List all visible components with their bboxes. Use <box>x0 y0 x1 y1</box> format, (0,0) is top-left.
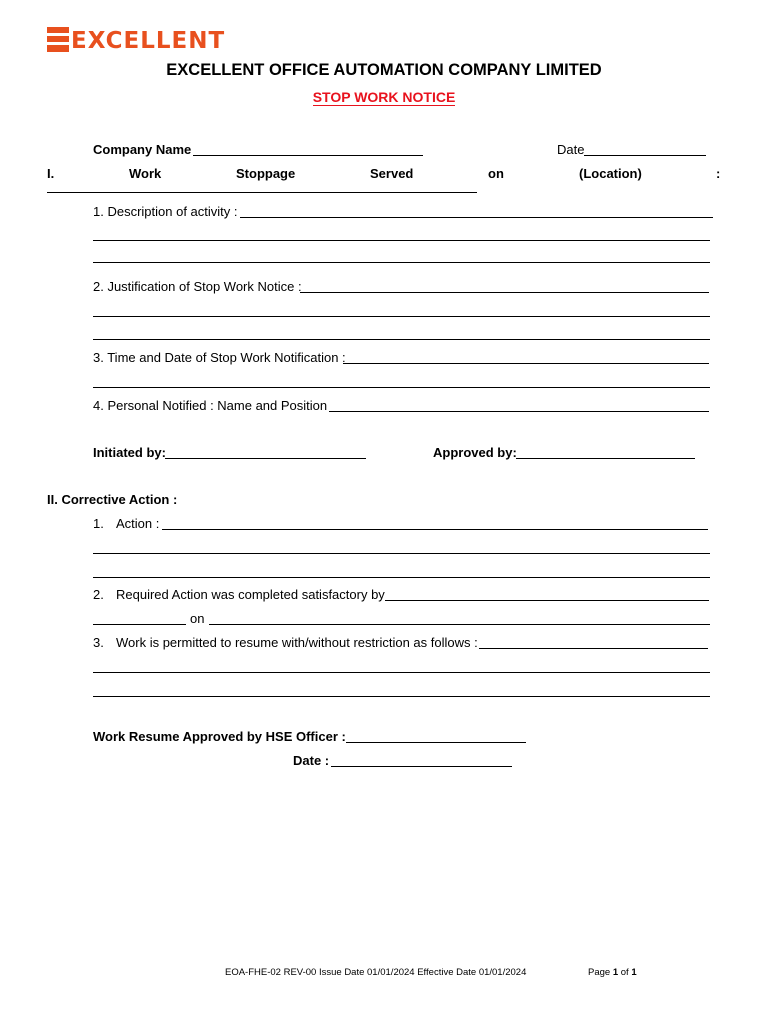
action-field[interactable] <box>162 529 708 530</box>
description-line-2[interactable] <box>93 240 710 241</box>
resume-date-label: Date : <box>293 753 330 768</box>
completed-by-field[interactable] <box>385 600 709 601</box>
resume-restriction-line-3[interactable] <box>93 696 710 697</box>
location-field[interactable] <box>47 192 477 193</box>
company-name-field[interactable] <box>193 155 423 156</box>
logo-mark-icon <box>47 27 69 53</box>
company-title: EXCELLENT OFFICE AUTOMATION COMPANY LIMITED <box>166 61 602 79</box>
personal-notified-field[interactable] <box>329 411 709 412</box>
notification-time-field[interactable] <box>343 363 709 364</box>
item-4-label: 4. Personal Notified : Name and Position <box>93 398 328 413</box>
justification-line-3[interactable] <box>93 339 710 340</box>
footer-page-number: Page 1 of 1 <box>588 967 637 978</box>
completed-on-label: on <box>190 611 205 626</box>
section-2-heading: II. Corrective Action : <box>47 492 178 507</box>
heading-word-work: Work <box>129 166 162 181</box>
completed-number: 2. <box>93 587 104 602</box>
completed-label: Required Action was completed satisfactory by <box>116 587 385 602</box>
resume-label: Work is permitted to resume with/without restriction as follows : <box>116 635 478 650</box>
initiated-by-field[interactable] <box>165 458 366 459</box>
notification-time-line-2[interactable] <box>93 387 710 388</box>
date-label: Date <box>557 142 585 157</box>
resume-restriction-field[interactable] <box>479 648 708 649</box>
resume-date-field[interactable] <box>331 766 512 767</box>
notice-title: STOP WORK NOTICE <box>312 89 456 105</box>
hse-approval-label: Work Resume Approved by HSE Officer : <box>93 729 346 744</box>
justification-line-2[interactable] <box>93 316 710 317</box>
item-3-label: 3. Time and Date of Stop Work Notification : <box>93 350 346 365</box>
action-number: 1. <box>93 516 104 531</box>
company-name-label: Company Name <box>93 142 192 157</box>
heading-word-on: on <box>488 166 504 181</box>
description-line-3[interactable] <box>93 262 710 263</box>
action-line-3[interactable] <box>93 577 710 578</box>
completed-on-field[interactable] <box>209 624 710 625</box>
heading-word-stoppage: Stoppage <box>236 166 296 181</box>
item-2-label: 2. Justification of Stop Work Notice : <box>93 279 302 294</box>
footer-doc-info: EOA-FHE-02 REV-00 Issue Date 01/01/2024 Effective Date 01/01/2024 <box>225 967 527 978</box>
initiated-by-label: Initiated by: <box>93 445 166 460</box>
resume-restriction-line-2[interactable] <box>93 672 710 673</box>
resume-number: 3. <box>93 635 104 650</box>
description-field[interactable] <box>240 217 713 218</box>
heading-word-location: (Location) <box>579 166 642 181</box>
approved-by-label: Approved by: <box>433 445 517 460</box>
action-line-2[interactable] <box>93 553 710 554</box>
heading-colon: : <box>716 166 721 181</box>
approved-by-field[interactable] <box>516 458 695 459</box>
heading-word-served: Served <box>370 166 414 181</box>
section-1-number: I. <box>47 166 55 181</box>
date-field[interactable] <box>584 155 706 156</box>
item-1-label: 1. Description of activity : <box>93 204 238 219</box>
action-label: Action : <box>116 516 160 531</box>
justification-field[interactable] <box>300 292 709 293</box>
completed-name-field[interactable] <box>93 624 186 625</box>
logo-text: EXCELLENT <box>71 28 226 54</box>
hse-approval-field[interactable] <box>346 742 526 743</box>
